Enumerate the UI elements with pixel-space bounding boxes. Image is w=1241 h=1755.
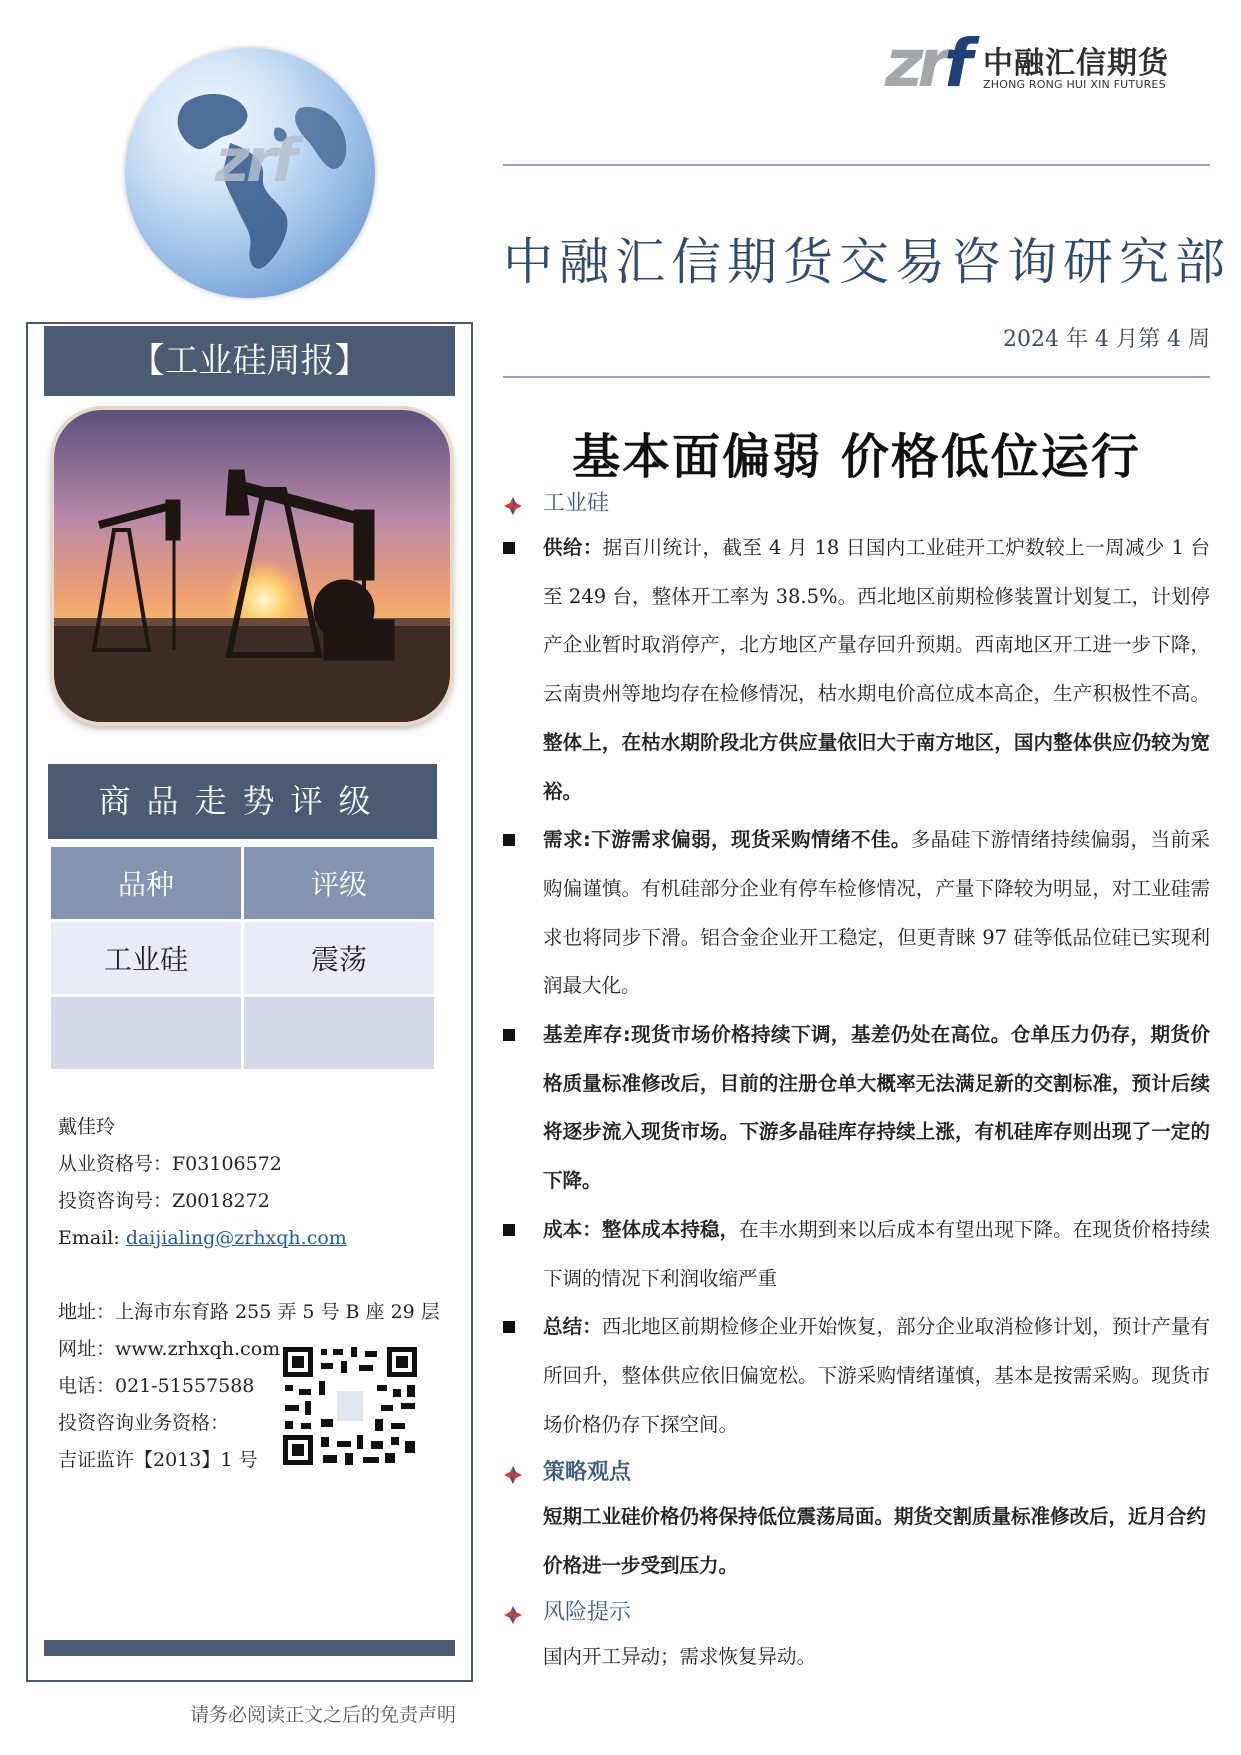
email-label: Email: — [58, 1227, 126, 1249]
company-qualification-no: 吉证监许【2013】1 号 — [58, 1449, 258, 1471]
department-title: 中融汇信期货交易咨询研究部 — [503, 233, 1231, 291]
supply-label: 供给： — [543, 536, 603, 559]
demand-label: 需求: — [543, 828, 591, 852]
summary-label: 总结： — [543, 1315, 602, 1339]
author-consult-no: 投资咨询号：Z0018272 — [58, 1190, 270, 1212]
summary-paragraph — [503, 1303, 1210, 1449]
logo-english-name: ZHONG RONG HUI XIN FUTURES — [983, 78, 1166, 91]
rating-cell — [244, 997, 434, 1069]
sidebar-footer-bar — [44, 1640, 455, 1656]
company-address: 地址：上海市东育路 255 弄 5 号 B 座 29 层 — [58, 1301, 440, 1323]
report-body — [503, 484, 1210, 1681]
strategy-text: 短期工业硅价格仍将保持低位震荡局面。期货交割质量标准修改后，近月合约价格进一步受到压力。 — [543, 1505, 1207, 1578]
cost-summary: 整体成本持稳， — [601, 1217, 740, 1241]
company-phone: 电话：021-51557588 — [58, 1375, 255, 1397]
rating-table — [48, 844, 437, 1072]
disclaimer-note: 请务必阅读正文之后的免责声明 — [190, 1704, 457, 1726]
date-divider — [503, 376, 1210, 378]
diamond-cross-icon — [503, 1465, 523, 1485]
basis-text: 现货市场价格持续下调，基差仍处在高位。仓单压力仍存，期货价格质量标准修改后，目前的注册仓单大概率无法满足新的交割标准，预计后续将逐步流入现货市场。下游多晶硅库存持续上涨，有机硅库存则出现了一定的下降。 — [543, 1023, 1210, 1193]
logo-chinese-name: 中融汇信期货 — [983, 46, 1169, 81]
commodity-cell — [51, 997, 241, 1069]
globe-graphic — [125, 48, 375, 298]
company-website: 网址：www.zrhxqh.com — [58, 1338, 281, 1360]
logo-mark — [885, 25, 967, 102]
company-qualification: 投资咨询业务资格： — [58, 1412, 230, 1434]
cost-label: 成本： — [543, 1217, 602, 1241]
bullet-square-icon — [503, 1029, 515, 1041]
table-row — [51, 922, 434, 994]
demand-summary: 下游需求偏弱，现货采购情绪不佳。 — [590, 828, 911, 852]
commodity-cell: 工业硅 — [51, 922, 241, 994]
basis-label: 基差库存: — [543, 1023, 631, 1047]
sidebar-panel — [26, 322, 473, 1682]
section-title: 策略观点 — [543, 1460, 632, 1486]
author-license: 从业资格号：F03106572 — [58, 1153, 282, 1175]
section-heading-strategy — [503, 1453, 1210, 1493]
author-name: 戴佳玲 — [58, 1116, 116, 1138]
bullet-square-icon — [503, 1321, 515, 1333]
table-header-row — [51, 847, 434, 919]
section-title: 工业硅 — [543, 491, 610, 516]
cost-text: 在丰水期到来以后成本有望出现下降。在现货价格持续下调的情况下利润收缩严重 — [543, 1217, 1210, 1290]
author-email-link[interactable]: daijialing@zrhxqh.com — [125, 1227, 347, 1249]
header-commodity: 品种 — [51, 847, 241, 919]
supply-conclusion: 整体上，在枯水期阶段北方供应量依旧大于南方地区，国内整体供应仍较为宽裕。 — [543, 730, 1210, 803]
report-date: 2024 年 4 月第 4 周 — [1003, 327, 1210, 352]
bullet-square-icon — [503, 834, 515, 846]
logo-mark-f: f — [943, 25, 967, 102]
basis-inventory-paragraph — [503, 1011, 1210, 1206]
author-email-line — [58, 1220, 347, 1257]
risk-text: 国内开工异动；需求恢复异动。 — [543, 1644, 817, 1668]
section-heading-risk — [503, 1593, 1210, 1633]
bullet-square-icon — [503, 1224, 515, 1236]
supply-text: 据百川统计，截至 4 月 18 日国内工业硅开工炉数较上一周减少 1 台至 249 台，整体开工率为 38.5%。西北地区前期检修装置计划复工，计划停产企业暂时取消停产，北方地区产量存回升预期。西南地区开工进一步下降，云南贵州等地均存在检修情况，枯水期电价高位成本高企，生产积极性不高。 — [543, 536, 1210, 706]
bullet-square-icon — [503, 542, 515, 554]
rating-cell: 震荡 — [244, 922, 434, 994]
summary-text: 西北地区前期检修企业开始恢复，部分企业取消检修计划，预计产量有所回升，整体供应依旧偏宽松。下游采购情绪谨慎，基本是按需采购。现货市场价格仍存下探空间。 — [543, 1315, 1210, 1436]
supply-paragraph — [503, 524, 1210, 816]
oil-pump-illustration-icon — [54, 410, 450, 722]
rating-section-title: 商品走势评级 — [48, 764, 437, 839]
qr-code-icon — [281, 1345, 419, 1467]
sidebar-report-type: 【工业硅周报】 — [44, 326, 455, 396]
section-heading-silicon — [503, 484, 1210, 524]
logo-mark-zr: zr — [885, 25, 944, 102]
report-main-title: 基本面偏弱 价格低位运行 — [572, 429, 1141, 485]
demand-text: 多晶硅下游情绪持续偏弱，当前采购偏谨慎。有机硅部分企业有停车检修情况，产量下降较为明显，对工业硅需求也将同步下滑。铝合金企业开工稳定，但更青睐 97 硅等低品位硅已实现利润最大化。 — [543, 828, 1210, 998]
cost-paragraph — [503, 1206, 1210, 1303]
author-info — [58, 1109, 347, 1257]
diamond-cross-icon — [503, 1605, 523, 1625]
demand-paragraph — [503, 816, 1210, 1011]
section-title: 风险提示 — [543, 1599, 632, 1625]
globe-logo-text: zrf — [215, 126, 294, 196]
header-rating: 评级 — [244, 847, 434, 919]
top-divider — [503, 164, 1210, 166]
table-row — [51, 997, 434, 1069]
company-logo — [885, 25, 1169, 102]
diamond-cross-icon — [503, 496, 523, 516]
oil-pump-sunset-image — [54, 410, 450, 722]
